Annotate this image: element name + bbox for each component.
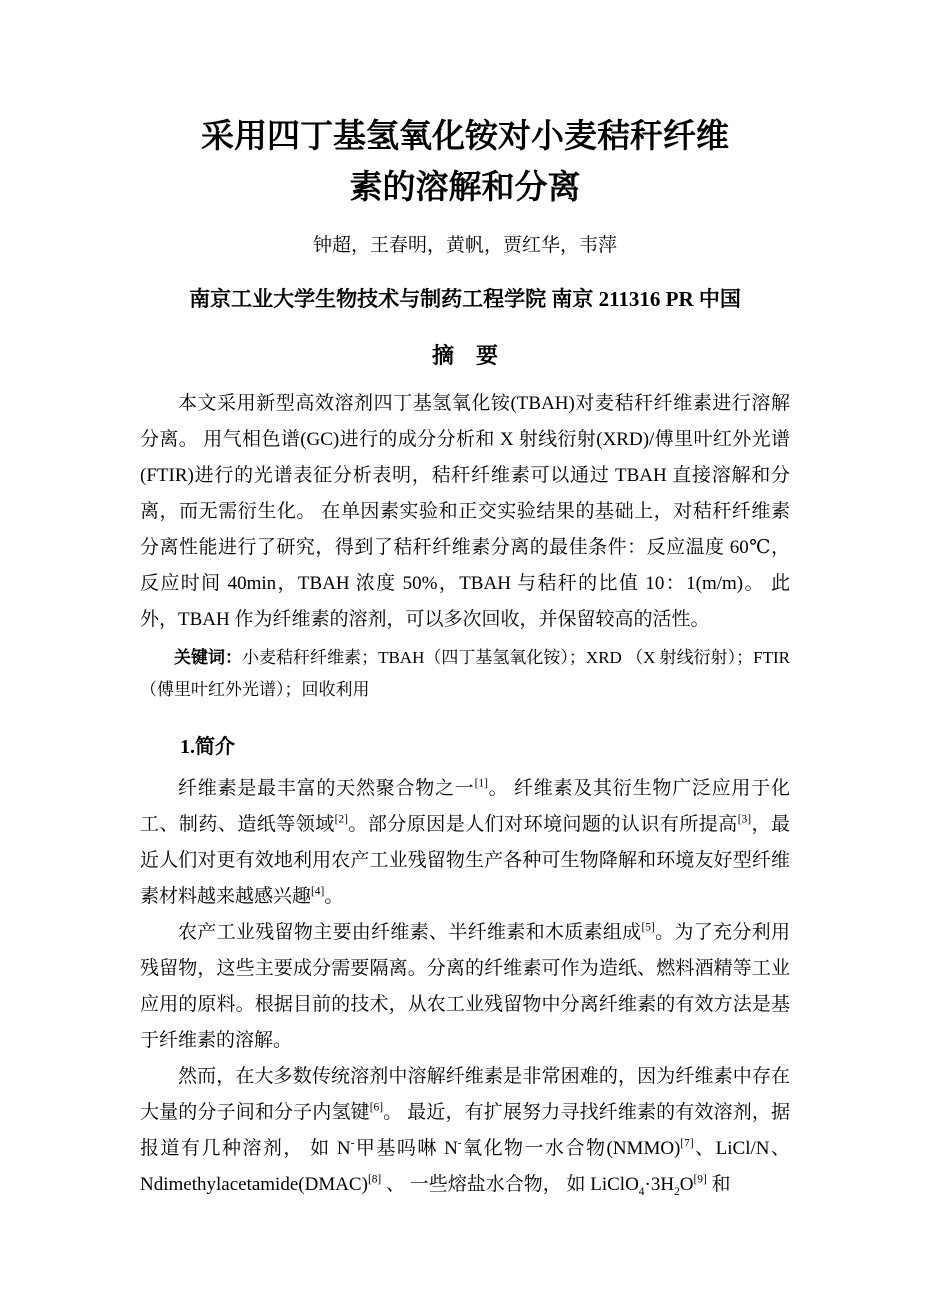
keywords-label: 关键词： [174, 648, 243, 668]
abstract-paragraph: 本文采用新型高效溶剂四丁基氢氧化铵(TBAH)对麦秸秆纤维素进行溶解分离。 用气相色谱(GC)进行的成分分析和 X 射线衍射(XRD)/傅里叶红外光谱(FTIR)进行的光谱表征分析表明，秸秆纤维素可以通过 TBAH 直接溶解和分离，而无需衍生化。 在单因素实验和正交实验结果的基础上，对秸秆纤维素分离性能进行了研究，得到了秸秆纤维素分离的最佳条件：反应温度 60℃，反应时间 40min，TBAH 浓度 50%，TBAH 与秸秆的比值 10：1(m/m)。 此外，TBAH 作为纤维素的溶剂，可以多次回收，并保留较高的活性。 [140, 393, 790, 631]
intro-paragraph-3: 然而，在大多数传统溶剂中溶解纤维素是非常困难的，因为纤维素中存在大量的分子间和分子内氢键[6]。 最近，有扩展努力寻找纤维素的有效溶剂，据报道有几种溶剂， 如 N-甲基吗啉 N-氧化物一水合物(NMMO)[7]、LiCl/N、Ndimethylacetamide(DMAC)[8] 、 一些熔盐水合物， 如 $LiClO_4\cdot 3H_2O[9]$ 和 [140, 1066, 790, 1199]
paper-title [140, 112, 790, 214]
abstract-heading: 摘 要 [431, 343, 498, 369]
section-heading-introduction: 1.简介 [180, 736, 235, 759]
authors-line: 钟超，王春明，黄帆，贾红华，韦萍 [312, 235, 617, 257]
paper-title-line-2: 素的溶解和分离 [349, 170, 581, 207]
paper-title-line-1: 采用四丁基氢氧化铵对小麦秸秆纤维 [201, 119, 729, 155]
intro-paragraph-2: 农产工业残留物主要由纤维素、半纤维素和木质素组成[5]。为了充分利用残留物，这些主要成分需要隔离。分离的纤维素可作为造纸、燃料酒精等工业应用的原料。根据目前的技术，从农工业残留物中分离纤维素的有效方法是基于纤维素的溶解。 [140, 921, 790, 1052]
intro-paragraph-1: 纤维素是最丰富的天然聚合物之一[1]。 纤维素及其衍生物广泛应用于化工、制药、造纸等领域[2]。部分原因是人们对环境问题的认识有所提高[3]，最近人们对更有效地利用农产工业残留物生产各种可生物降解和环境友好型纤维素材料越来越感兴趣[4]。 [140, 777, 790, 908]
keywords-text: 小麦秸秆纤维素；TBAH（四丁基氢氧化铵）；XRD （X 射线衍射）；FTIR（傅里叶红外光谱）；回收利用 [140, 648, 790, 700]
affiliation-line: 南京工业大学生物技术与制药工程学院 南京 211316 PR 中国 [189, 287, 741, 312]
keywords-paragraph [140, 642, 790, 706]
